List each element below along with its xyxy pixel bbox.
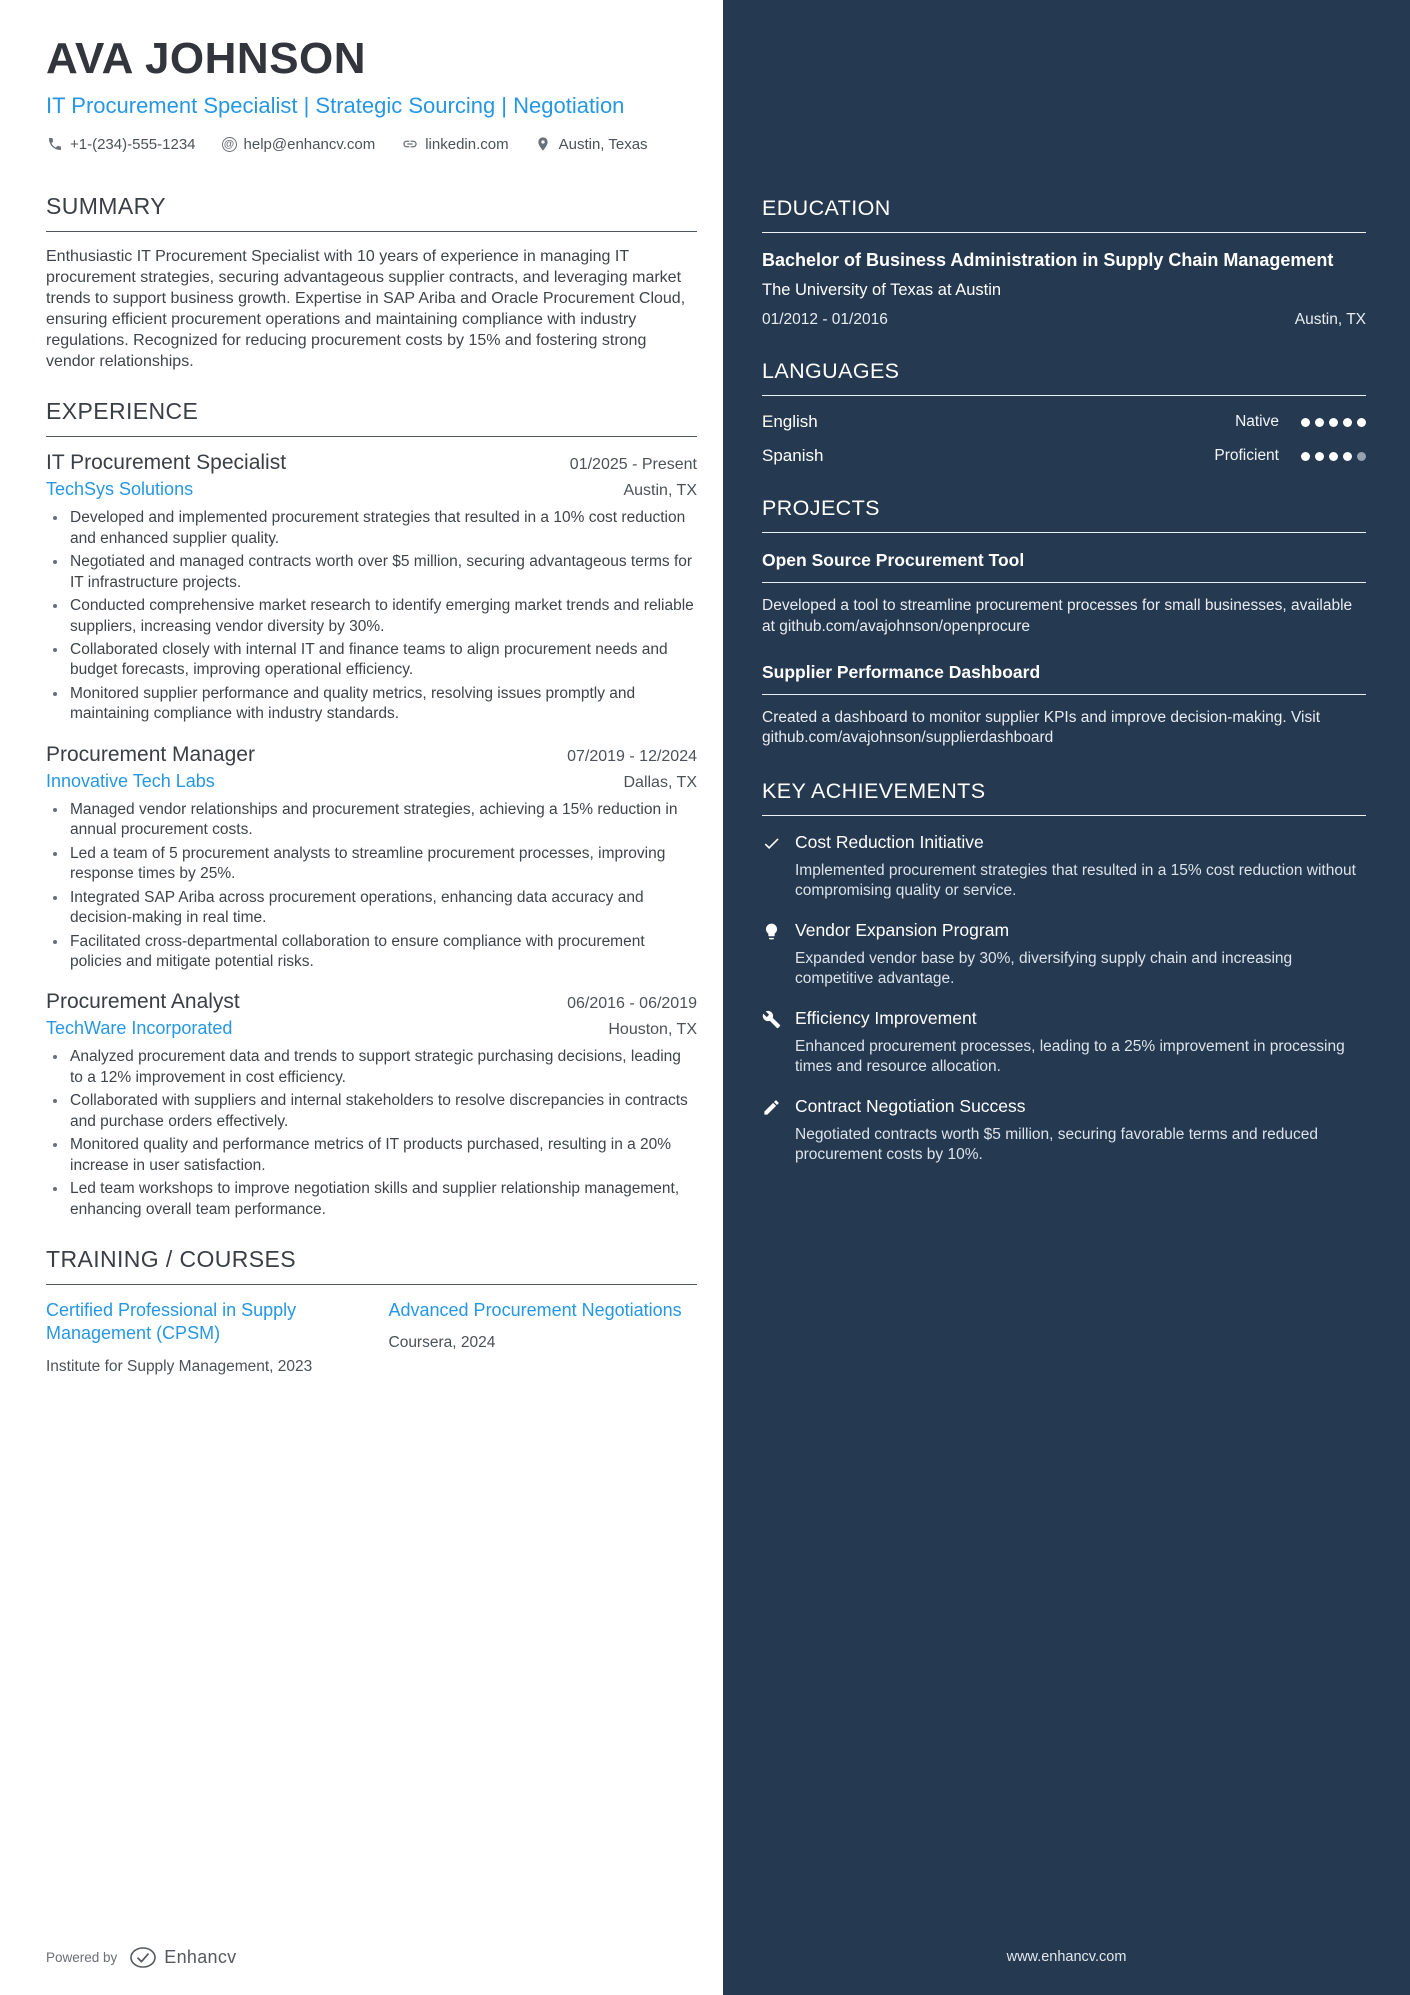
course-org: Coursera, 2024 bbox=[388, 1334, 496, 1352]
training-section bbox=[46, 1246, 697, 1376]
job-bullet: • Led team workshops to improve negotiation skills and supplier relationship management, enhancing overall team performance. bbox=[68, 1179, 697, 1220]
phone-number: +1-(234)-555-1234 bbox=[70, 135, 196, 153]
job-location: Dallas, TX bbox=[623, 773, 697, 791]
experience-heading: EXPERIENCE bbox=[46, 398, 697, 437]
job-entry bbox=[46, 990, 697, 1220]
job-company: TechWare Incorporated bbox=[46, 1018, 233, 1039]
achievement-description: Negotiated contracts worth $5 million, securing favorable terms and reduced procurement costs by 10%. bbox=[795, 1126, 1318, 1164]
proficiency-dot bbox=[1357, 418, 1366, 427]
email-icon: @ bbox=[222, 137, 237, 152]
languages-heading: LANGUAGES bbox=[762, 359, 1366, 396]
course-entry bbox=[389, 1299, 698, 1376]
language-row bbox=[762, 412, 1366, 432]
job-bullet: • Negotiated and managed contracts worth over $5 million, securing advantageous terms for IT infrastructure projects. bbox=[68, 552, 697, 593]
projects-heading: PROJECTS bbox=[762, 496, 1366, 533]
job-entry bbox=[46, 451, 697, 725]
achievements-section bbox=[762, 779, 1366, 1166]
achievement-entry bbox=[762, 920, 1366, 989]
job-bullet: • Collaborated with suppliers and internal stakeholders to resolve discrepancies in contracts and purchase orders effectively. bbox=[68, 1091, 697, 1132]
email-contact[interactable] bbox=[222, 136, 376, 153]
job-company: Innovative Tech Labs bbox=[46, 770, 215, 791]
check-icon bbox=[762, 832, 782, 901]
linkedin-url: linkedin.com bbox=[425, 135, 509, 153]
job-bullets bbox=[46, 1047, 697, 1220]
project-entry bbox=[762, 549, 1366, 637]
summary-section bbox=[46, 193, 697, 373]
job-bullet: • Facilitated cross-departmental collaboration to ensure compliance with procurement policies and mitigate potential risks. bbox=[68, 932, 697, 973]
powered-by-label: Powered by bbox=[46, 1950, 118, 1965]
link-icon bbox=[401, 136, 418, 153]
website-link[interactable]: www.enhancv.com bbox=[1006, 1949, 1127, 1965]
job-dates: 01/2025 - Present bbox=[569, 456, 697, 474]
job-bullet: • Led a team of 5 procurement analysts to streamline procurement processes, improving response times by 25%. bbox=[68, 844, 697, 885]
language-level: Proficient bbox=[1214, 447, 1279, 465]
education-heading: EDUCATION bbox=[762, 196, 1366, 233]
job-bullet: • Developed and implemented procurement strategies that resulted in a 10% cost reduction and enhanced supplier quality. bbox=[68, 508, 697, 549]
job-bullet: • Monitored supplier performance and quality metrics, resolving issues promptly and maintaining compliance with industry standards. bbox=[68, 684, 697, 725]
location-icon bbox=[535, 136, 552, 153]
proficiency-dot bbox=[1357, 452, 1366, 461]
job-title: Procurement Manager bbox=[46, 742, 255, 766]
achievement-title: Efficiency Improvement bbox=[795, 1008, 977, 1029]
achievement-entry bbox=[762, 1096, 1366, 1165]
job-bullets bbox=[46, 800, 697, 973]
job-dates: 07/2019 - 12/2024 bbox=[567, 747, 697, 765]
course-org: Institute for Supply Management, 2023 bbox=[46, 1357, 313, 1375]
enhancv-logo[interactable] bbox=[129, 1946, 236, 1969]
email-address: help@enhancv.com bbox=[243, 135, 376, 153]
language-proficiency-dots bbox=[1301, 418, 1366, 427]
location-text: Austin, Texas bbox=[558, 135, 648, 153]
job-company: TechSys Solutions bbox=[46, 479, 194, 500]
achievements-heading: KEY ACHIEVEMENTS bbox=[762, 779, 1366, 816]
lightbulb-icon bbox=[762, 920, 782, 989]
proficiency-dot bbox=[1315, 418, 1324, 427]
job-bullet: • Analyzed procurement data and trends to support strategic purchasing decisions, leading to a 12% improvement in cost efficiency. bbox=[68, 1047, 697, 1088]
course-list bbox=[46, 1299, 697, 1376]
enhancv-brand-text: Enhancv bbox=[164, 1947, 237, 1967]
achievement-entry bbox=[762, 832, 1366, 901]
job-location: Austin, TX bbox=[623, 482, 697, 500]
projects-section bbox=[762, 496, 1366, 748]
job-bullet: • Conducted comprehensive market research to identify emerging market trends and reliable suppliers, increasing vendor diversity by 30%. bbox=[68, 596, 697, 637]
job-title: IT Procurement Specialist bbox=[46, 451, 287, 475]
proficiency-dot bbox=[1329, 418, 1338, 427]
proficiency-dot bbox=[1301, 418, 1310, 427]
school-name: The University of Texas at Austin bbox=[762, 281, 1002, 300]
job-location: Houston, TX bbox=[608, 1021, 697, 1039]
language-proficiency-dots bbox=[1301, 452, 1366, 461]
project-description: Developed a tool to streamline procurement processes for small businesses, available at github.com/avajohnson/openprocure bbox=[762, 597, 1353, 635]
achievement-entry bbox=[762, 1008, 1366, 1077]
job-entry bbox=[46, 743, 697, 973]
language-name: English bbox=[762, 412, 818, 432]
experience-section bbox=[46, 398, 697, 1220]
education-section bbox=[762, 196, 1366, 329]
education-location: Austin, TX bbox=[1294, 311, 1366, 329]
proficiency-dot bbox=[1343, 452, 1352, 461]
job-bullet: • Collaborated closely with internal IT and finance teams to align procurement needs and budget forecasts, improving operational efficiency. bbox=[68, 640, 697, 681]
proficiency-dot bbox=[1301, 452, 1310, 461]
achievement-description: Expanded vendor base by 30%, diversifying supply chain and increasing competitive advantage. bbox=[795, 949, 1293, 987]
job-bullet: • Integrated SAP Ariba across procurement operations, enhancing data accuracy and decision-making in real time. bbox=[68, 888, 697, 929]
achievement-description: Implemented procurement strategies that resulted in a 15% cost reduction without compromising quality or service. bbox=[795, 861, 1356, 899]
training-heading: TRAINING / COURSES bbox=[46, 1246, 697, 1285]
job-bullet: • Managed vendor relationships and procurement strategies, achieving a 15% reduction in annual procurement costs. bbox=[68, 800, 697, 841]
language-level: Native bbox=[1235, 413, 1279, 431]
job-title: Procurement Analyst bbox=[46, 990, 240, 1014]
language-name: Spanish bbox=[762, 446, 824, 466]
candidate-name: AVA JOHNSON bbox=[46, 34, 367, 83]
achievement-description: Enhanced procurement processes, leading to a 25% improvement in processing times and resource allocation. bbox=[795, 1037, 1345, 1076]
linkedin-contact[interactable] bbox=[401, 136, 508, 153]
project-description: Created a dashboard to monitor supplier KPIs and improve decision-making. Visit github.com/avajohnson/supplierdashboard bbox=[762, 708, 1320, 747]
languages-section bbox=[762, 359, 1366, 466]
proficiency-dot bbox=[1343, 418, 1352, 427]
job-bullets bbox=[46, 508, 697, 725]
enhancv-logo-icon bbox=[129, 1946, 157, 1969]
degree-title: Bachelor of Business Administration in Supply Chain Management bbox=[762, 250, 1334, 270]
project-entry bbox=[762, 661, 1366, 749]
resume-header bbox=[46, 34, 697, 153]
project-title: Open Source Procurement Tool bbox=[762, 549, 1366, 583]
course-title: Certified Professional in Supply Management (CPSM) bbox=[46, 1300, 297, 1344]
sidebar bbox=[723, 0, 1410, 1995]
proficiency-dot bbox=[1329, 452, 1338, 461]
pen-icon bbox=[762, 1096, 782, 1165]
achievement-title: Cost Reduction Initiative bbox=[795, 831, 984, 852]
candidate-headline: IT Procurement Specialist | Strategic Sourcing | Negotiation bbox=[46, 93, 625, 118]
summary-text: Enthusiastic IT Procurement Specialist with 10 years of experience in managing IT procurement strategies, securing advantageous supplier contracts, and leveraging market trends to support business growth. Expertise in SAP Ariba and Oracle Procurement Cloud, ensuring efficient procurement operations and maintaining compliance with industry regulations. Recognized for reducing procurement costs by 15% and fostering strong vendor relationships. bbox=[46, 247, 686, 371]
summary-heading: SUMMARY bbox=[46, 193, 697, 232]
location-contact bbox=[535, 136, 648, 153]
project-title: Supplier Performance Dashboard bbox=[762, 661, 1366, 695]
phone-contact[interactable] bbox=[46, 136, 196, 153]
achievement-title: Vendor Expansion Program bbox=[795, 919, 1010, 940]
course-title: Advanced Procurement Negotiations bbox=[388, 1300, 682, 1321]
education-dates: 01/2012 - 01/2016 bbox=[762, 311, 888, 329]
wrench-icon bbox=[762, 1008, 782, 1077]
contact-row bbox=[46, 136, 697, 153]
powered-by-footer bbox=[46, 1946, 236, 1969]
course-entry bbox=[46, 1299, 355, 1376]
job-dates: 06/2016 - 06/2019 bbox=[567, 995, 697, 1013]
proficiency-dot bbox=[1315, 452, 1324, 461]
phone-icon bbox=[46, 136, 63, 153]
language-row bbox=[762, 446, 1366, 466]
job-bullet: • Monitored quality and performance metrics of IT products purchased, resulting in a 20% increase in user satisfaction. bbox=[68, 1135, 697, 1176]
achievement-title: Contract Negotiation Success bbox=[795, 1096, 1026, 1117]
